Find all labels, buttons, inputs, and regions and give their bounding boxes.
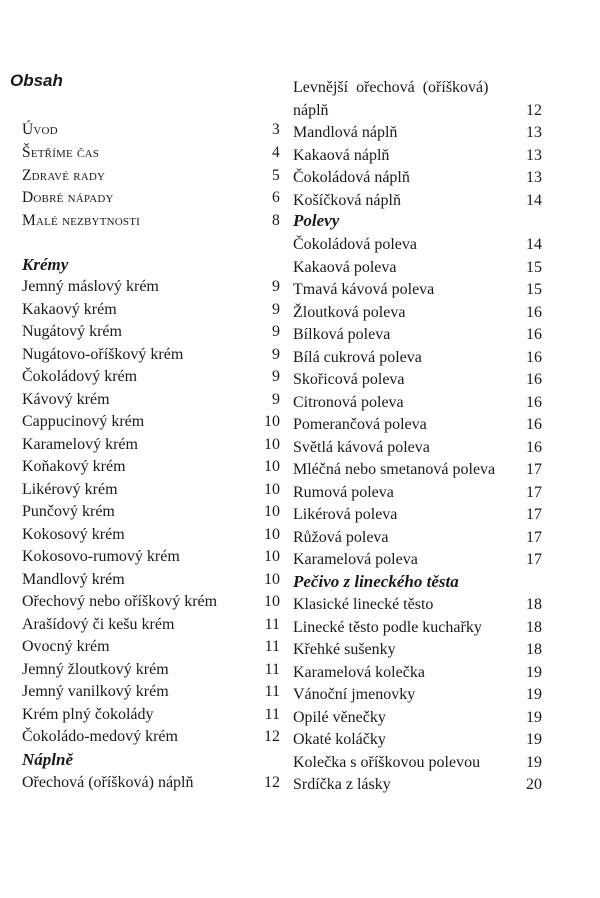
toc-entry[interactable] <box>22 456 280 478</box>
toc-entry[interactable] <box>293 617 542 639</box>
entry-title: Jemný máslový krém <box>22 278 159 295</box>
toc-entry[interactable] <box>293 774 542 796</box>
entry-title: Arašídový či kešu krém <box>22 615 175 633</box>
entry-title: Zdravé rady <box>22 166 106 184</box>
toc-entry[interactable] <box>293 707 542 729</box>
entry-page: 11 <box>264 705 280 723</box>
entry-page: 19 <box>526 663 542 681</box>
section-heading: Krémy <box>22 255 69 274</box>
entry-page: 9 <box>272 300 280 318</box>
entry-title: Ořechová (oříšková) náplň <box>22 774 194 791</box>
entry-title: Linecké těsto podle kuchařky <box>293 618 482 636</box>
entry-title: Nugátový krém <box>22 323 122 340</box>
toc-entry[interactable] <box>293 752 542 774</box>
entry-title: Kávový krém <box>22 390 110 408</box>
toc-entry[interactable] <box>293 639 542 661</box>
toc-entry[interactable] <box>293 459 542 481</box>
entry-page: 17 <box>526 528 542 546</box>
entry-title: Krém plný čokolády <box>22 705 154 723</box>
entry-title: Křehké sušenky <box>293 641 396 658</box>
entry-title: Jemný žloutkový krém <box>22 660 169 678</box>
entry-page: 17 <box>526 551 542 568</box>
entry-page: 16 <box>526 371 542 388</box>
entry-title: Karamelová poleva <box>293 551 418 568</box>
toc-entry[interactable] <box>293 684 542 706</box>
entry-title: Bílková poleva <box>293 326 391 343</box>
toc-entry[interactable] <box>22 659 280 681</box>
toc-entry[interactable] <box>22 276 280 298</box>
entry-page: 16 <box>526 326 542 343</box>
entry-title: Tmavá kávová poleva <box>293 281 435 298</box>
entry-title: Pomerančová poleva <box>293 416 427 433</box>
entry-title: Ořechový nebo oříškový krém <box>22 593 218 610</box>
toc-entry[interactable] <box>22 321 280 343</box>
entry-page: 12 <box>526 102 542 119</box>
toc-entry[interactable] <box>293 437 542 459</box>
toc-entry[interactable] <box>22 344 280 366</box>
entry-page: 16 <box>526 438 542 456</box>
entry-page: 10 <box>264 548 280 565</box>
entry-page: 10 <box>264 593 280 610</box>
entry-page: 16 <box>526 393 542 411</box>
entry-page: 13 <box>526 124 542 141</box>
entry-page: 16 <box>526 416 542 433</box>
entry-title: Košíčková náplň <box>293 191 401 209</box>
entry-title: Koňakový krém <box>22 458 126 475</box>
entry-title: Mandlový krém <box>22 570 125 588</box>
entry-page: 12 <box>264 728 280 745</box>
entry-page: 5 <box>272 166 280 184</box>
entry-page: 10 <box>264 480 280 498</box>
entry-page: 20 <box>526 776 542 793</box>
entry-title: Karamelový krém <box>22 435 138 453</box>
entry-page: 16 <box>526 303 542 321</box>
entry-title: Malé nezbytnosti <box>22 212 141 230</box>
entry-page: 9 <box>272 278 280 295</box>
entry-title: Kakaový krém <box>22 300 117 318</box>
entry-title: Opilé věnečky <box>293 708 386 726</box>
toc-entry[interactable] <box>22 187 280 209</box>
entry-title: Rumová poleva <box>293 483 394 501</box>
section-heading: Pečivo z lineckého těsta <box>293 572 459 591</box>
entry-page: 11 <box>264 615 280 633</box>
toc-entry[interactable] <box>22 434 280 456</box>
entry-page: 10 <box>264 435 280 453</box>
toc-entry[interactable] <box>22 501 280 523</box>
entry-title: Růžová poleva <box>293 528 389 546</box>
entry-page: 11 <box>264 683 280 700</box>
toc-entry[interactable] <box>22 411 280 433</box>
entry-title: Nugátovo-oříškový krém <box>22 345 184 363</box>
toc-entry[interactable] <box>293 527 542 549</box>
entry-title: náplň <box>293 102 329 119</box>
toc-entry[interactable] <box>22 636 280 658</box>
toc-entry[interactable] <box>293 504 542 526</box>
entry-title: Čokoládová poleva <box>293 236 417 253</box>
entry-page: 13 <box>526 146 542 164</box>
entry-page: 18 <box>526 618 542 636</box>
entry-page: 9 <box>272 323 280 340</box>
entry-page: 4 <box>272 143 280 161</box>
entry-page: 19 <box>526 708 542 726</box>
entry-page: 18 <box>526 641 542 658</box>
page-title: Obsah <box>10 71 63 90</box>
entry-page: 11 <box>264 660 280 678</box>
toc-entry[interactable] <box>293 729 542 751</box>
entry-title: Kolečka s oříškovou polevou <box>293 753 481 771</box>
toc-entry[interactable] <box>293 122 542 144</box>
toc-entry[interactable] <box>22 119 280 141</box>
entry-title: Bílá cukrová poleva <box>293 348 422 366</box>
section-heading: Polevy <box>293 211 340 230</box>
entry-page: 19 <box>526 753 542 771</box>
entry-title: Citronová poleva <box>293 393 404 411</box>
toc-entry[interactable] <box>293 549 542 571</box>
toc-entry[interactable] <box>293 369 542 391</box>
toc-entry[interactable] <box>293 167 542 189</box>
entry-page: 17 <box>526 461 542 478</box>
entry-page: 10 <box>264 458 280 475</box>
entry-page: 10 <box>264 413 280 430</box>
toc-entry-line1[interactable] <box>293 77 542 99</box>
entry-page: 10 <box>264 525 280 543</box>
toc-entry[interactable] <box>293 347 542 369</box>
entry-title: Cappucinový krém <box>22 413 145 430</box>
toc-entry[interactable] <box>293 414 542 436</box>
entry-page: 9 <box>272 390 280 408</box>
entry-page: 17 <box>526 506 542 523</box>
toc-entry[interactable] <box>293 594 542 616</box>
entry-page: 15 <box>526 258 542 276</box>
toc-entry[interactable] <box>22 366 280 388</box>
entry-title: Okaté koláčky <box>293 731 386 748</box>
toc-entry[interactable] <box>293 392 542 414</box>
entry-page: 11 <box>264 638 280 655</box>
entry-title: Světlá kávová poleva <box>293 438 430 456</box>
toc-entry[interactable] <box>293 145 542 167</box>
entry-title: Žloutková poleva <box>293 303 406 321</box>
entry-title: Ovocný krém <box>22 638 110 655</box>
entry-title: Úvod <box>22 121 58 138</box>
toc-entry[interactable] <box>293 234 542 256</box>
toc-entry[interactable] <box>22 524 280 546</box>
toc-entry[interactable] <box>22 681 280 703</box>
entry-title: Skořicová poleva <box>293 371 405 388</box>
entry-page: 16 <box>526 348 542 366</box>
entry-page: 18 <box>526 596 542 613</box>
toc-entry[interactable] <box>22 704 280 726</box>
entry-title: Kakaová poleva <box>293 258 397 276</box>
entry-page: 17 <box>526 483 542 501</box>
entry-page: 10 <box>264 503 280 520</box>
entry-page: 6 <box>272 189 280 207</box>
toc-entry[interactable] <box>22 165 280 187</box>
toc-entry[interactable] <box>22 546 280 568</box>
entry-page: 19 <box>526 686 542 703</box>
toc-entry[interactable] <box>22 142 280 164</box>
toc-entry[interactable] <box>293 190 542 212</box>
entry-title: Jemný vanilkový krém <box>22 683 169 700</box>
toc-entry[interactable] <box>22 479 280 501</box>
entry-page: 15 <box>526 281 542 298</box>
entry-page: 14 <box>526 191 542 209</box>
toc-entry[interactable] <box>22 210 280 232</box>
entry-title: Mandlová náplň <box>293 124 398 141</box>
entry-title: Likérová poleva <box>293 506 398 523</box>
toc-entry[interactable] <box>22 569 280 591</box>
entry-page: 9 <box>272 345 280 363</box>
toc-entry[interactable] <box>293 324 542 346</box>
toc-entry[interactable] <box>22 591 280 613</box>
entry-title: Kokosový krém <box>22 525 125 543</box>
entry-page: 13 <box>526 169 542 186</box>
toc-entry[interactable] <box>293 302 542 324</box>
entry-title: Karamelová kolečka <box>293 663 425 681</box>
entry-page: 12 <box>264 774 280 791</box>
toc-entry[interactable] <box>22 726 280 748</box>
entry-page: 8 <box>272 212 280 230</box>
entry-title: Šetříme čas <box>22 143 100 161</box>
entry-page: 10 <box>264 570 280 588</box>
toc-entry[interactable] <box>293 279 542 301</box>
toc-entry[interactable] <box>22 389 280 411</box>
entry-title: Kakaová náplň <box>293 146 390 164</box>
toc-entry[interactable] <box>293 482 542 504</box>
entry-title: Srdíčka z lásky <box>293 776 391 793</box>
toc-entry[interactable] <box>293 100 542 122</box>
entry-page: 9 <box>272 368 280 385</box>
toc-entry[interactable] <box>293 662 542 684</box>
entry-title: Čokoládový krém <box>22 368 138 385</box>
toc-entry[interactable] <box>293 257 542 279</box>
entry-page: 19 <box>526 731 542 748</box>
entry-title: Kokosovo-rumový krém <box>22 548 180 565</box>
entry-title: Klasické linecké těsto <box>293 596 434 613</box>
entry-title: Punčový krém <box>22 503 115 520</box>
entry-title: Čokoládo-medový krém <box>22 728 178 745</box>
entry-title: Likérový krém <box>22 480 118 498</box>
entry-page: 14 <box>526 236 542 253</box>
entry-page: 3 <box>272 121 280 138</box>
entry-title: Dobré nápady <box>22 189 114 207</box>
entry-title: Čokoládová náplň <box>293 169 410 186</box>
entry-title: Vánoční jmenovky <box>293 686 416 703</box>
toc-entry[interactable] <box>22 299 280 321</box>
toc-entry[interactable] <box>22 614 280 636</box>
entry-title: Mléčná nebo smetanová poleva <box>293 461 496 478</box>
toc-entry[interactable] <box>22 772 280 794</box>
section-heading: Náplně <box>22 750 73 769</box>
entry-title: Levnější ořechová (oříšková) <box>293 79 489 96</box>
